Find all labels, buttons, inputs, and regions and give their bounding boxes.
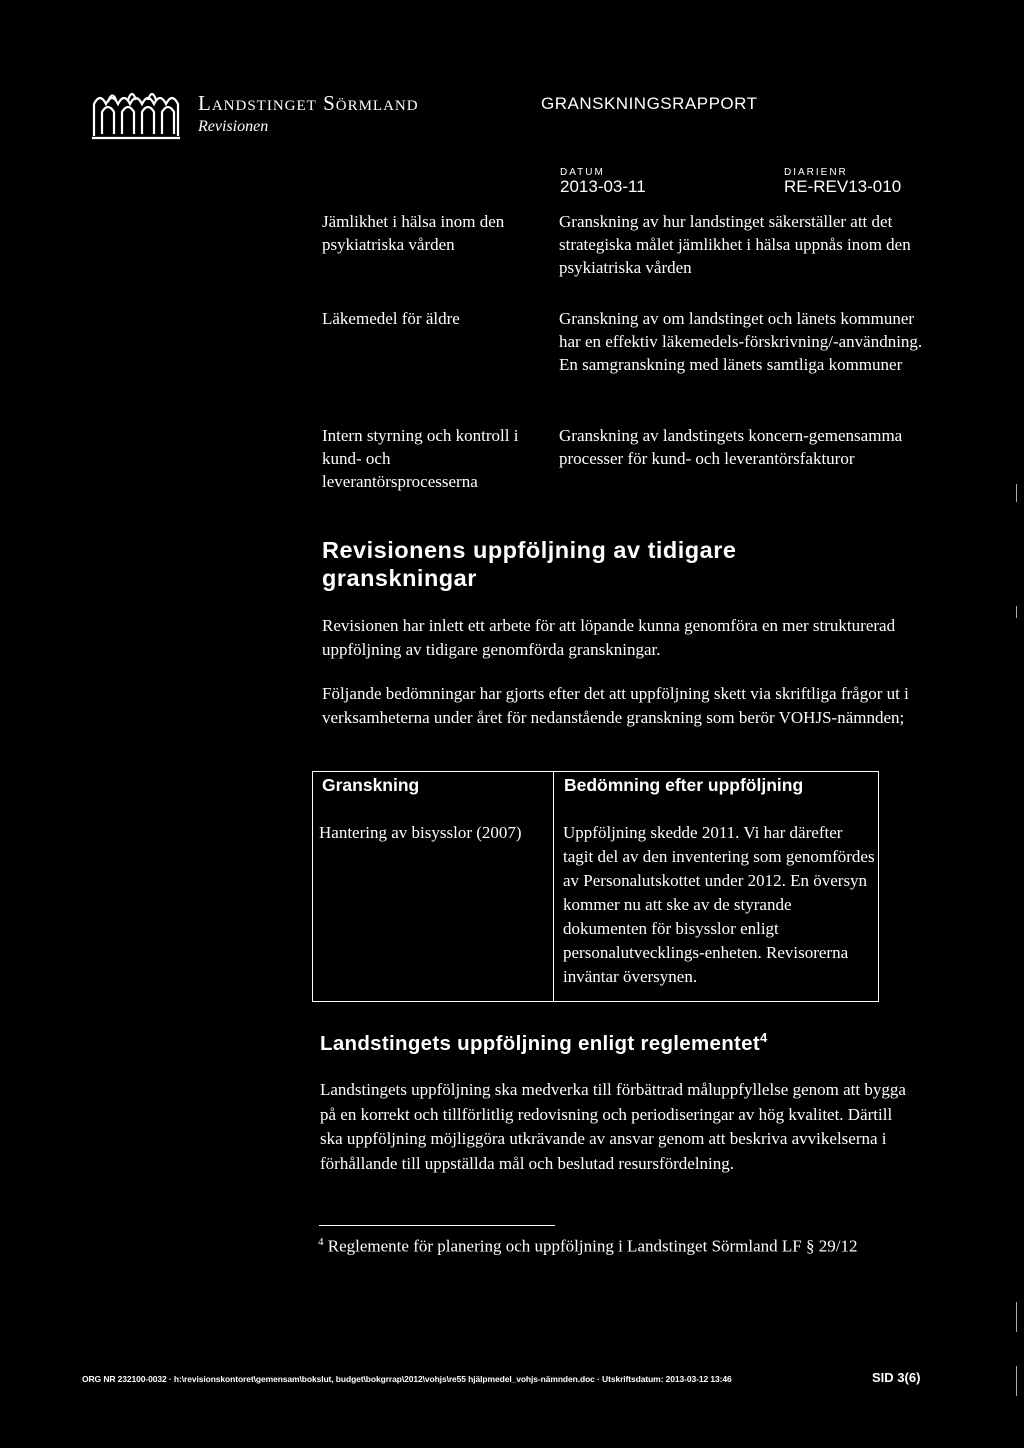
review-description: Granskning av hur landstinget säkerställer att det strategiska målet jämlikhet i hälsa uppnås inom den psykiatriska vården [559,212,911,277]
table-border [312,771,313,1002]
landstinget-crown-logo-icon [88,86,184,142]
diarienr-value: RE-REV13-010 [784,177,902,196]
scan-edge-mark [1016,484,1017,502]
date-label: DATUM [560,167,605,178]
organization-department: Revisionen [198,118,269,135]
footnote [318,1236,858,1257]
organization-name: Landstinget Sörmland [198,91,419,115]
table-border [878,771,879,1002]
footnote-number: 4 [318,1236,324,1248]
review-title: Läkemedel för äldre [322,309,460,328]
review-description: Granskning av landstingets koncern-gemensamma processer för kund- och leverantörsfakturor [559,426,903,468]
table-border [312,1001,879,1002]
footnote-text: Reglemente för planering och uppföljning i Landstinget Sörmland LF § 29/12 [327,1236,858,1256]
diarienr-label: DIARIENR [784,167,848,178]
table-header-bedomning: Bedömning efter uppföljning [564,775,804,795]
reglemente-paragraph: Landstingets uppföljning ska medverka till förbättrad måluppfyllelse genom att bygga på en korrekt och tillförlitlig redovisning och periodiseringar av hög kvalitet. Därtill ska uppföljning möjliggöra utkrävande av ansvar genom att beskriva avvikelserna i förhållande till uppställda mål och beslutad resursfördelning. [320,1080,906,1173]
scan-edge-mark [1016,1366,1017,1396]
review-title: Jämlikhet i hälsa inom den psykiatriska vården [322,212,505,254]
scan-edge-mark [1016,606,1017,618]
report-type: GRANSKNINGSRAPPORT [541,94,758,113]
page-number: SID 3(6) [872,1370,921,1385]
followup-table [312,771,879,1002]
heading-text: Landstingets uppföljning enligt reglementet [320,1031,760,1055]
section-heading-followup: Revisionens uppföljning av tidigare granskningar [322,537,737,591]
table-border [312,771,879,772]
table-cell-granskning: Hantering av bisysslor (2007) [319,823,522,842]
scan-edge-mark [1016,1302,1017,1332]
footnote-reference: 4 [760,1030,768,1045]
followup-paragraph: Följande bedömningar har gjorts efter det att uppföljning skett via skriftliga frågor ut i verksamheterna under året för nedanstående granskning som berör VOHJS-nämnden; [322,684,909,727]
section-heading-reglemente [320,1030,940,1056]
date-value: 2013-03-11 [560,177,646,196]
table-cell-bedomning: Uppföljning skedde 2011. Vi har därefter tagit del av den inventering som genomfördes av Personalutskottet under 2012. En översyn kommer nu att ske av de styrande dokumenten för bisysslor enligt personalutvecklings-enheten. Revisorerna inväntar översynen. [563,823,875,986]
table-header-granskning: Granskning [322,775,420,795]
table-column-divider [553,771,554,1002]
followup-paragraph: Revisionen har inlett ett arbete för att löpande kunna genomföra en mer strukturerad uppföljning av tidigare genomförda granskningar. [322,616,896,659]
review-title: Intern styrning och kontroll i kund- och leverantörsprocesserna [322,426,519,491]
footer-document-info: ORG NR 232100-0032 · h:\revisionskontoret\gemensam\bokslut, budget\bokgrrap\2012\vohjs\re55 hjälpmedel_vohjs-nämnden.doc · Utskriftsdatum: 2013-03-12 13:46 [82,1374,732,1384]
footnote-separator [319,1225,555,1226]
review-description: Granskning av om landstinget och länets kommuner har en effektiv läkemedels-förskrivning/-användning. En samgranskning med länets samtliga kommuner [559,309,923,374]
